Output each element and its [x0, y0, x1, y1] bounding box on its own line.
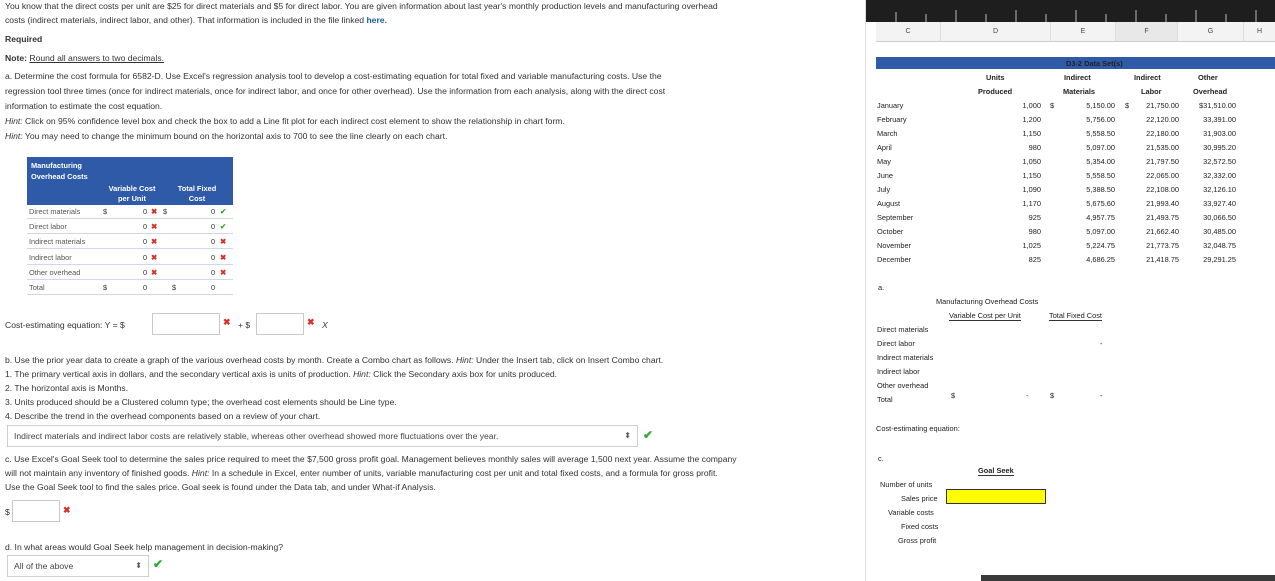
sales-price-dollar: $ [5, 507, 10, 517]
indirect-labor-cell[interactable]: 22,065.00 [1146, 171, 1179, 180]
units-cell[interactable]: 1,150 [1022, 171, 1041, 180]
row-label: Direct materials [29, 207, 81, 216]
variable-incorrect-icon: ✖ [151, 237, 158, 247]
column-h[interactable]: H [1244, 22, 1275, 42]
dash-cell[interactable]: - [1100, 391, 1103, 400]
table-row [27, 250, 233, 265]
part-c-line-1: c. Use Excel's Goal Seek tool to determine the sales price required to meet the $7,500 gross profit goal. Management believes monthly sales will average 1,500 next year. Assume the company [5, 454, 737, 464]
indirect-materials-cell[interactable]: 5,097.00 [1086, 143, 1115, 152]
currency-cell[interactable]: $ [1125, 101, 1130, 110]
goal-seek-row-label: Sales price [901, 494, 938, 503]
goal-seek-title: Goal Seek [978, 466, 1014, 475]
units-cell[interactable]: 825 [1028, 255, 1041, 264]
other-overhead-cell[interactable]: 32,126.10 [1203, 185, 1236, 194]
data-file-link[interactable]: here. [366, 15, 387, 25]
indirect-labor-cell[interactable]: 21,493.75 [1146, 213, 1179, 222]
header-produced: Produced [978, 87, 1013, 96]
units-cell[interactable]: 1,090 [1022, 185, 1041, 194]
units-cell[interactable]: 980 [1028, 227, 1041, 236]
table-row [27, 204, 233, 219]
goal-seek-row-label: Fixed costs [901, 522, 939, 531]
part-d-question: d. In what areas would Goal Seek help management in decision-making? [5, 542, 284, 552]
section-a-label: a. [878, 283, 885, 292]
moc-row-label: Total [877, 395, 893, 404]
fixed-incorrect-icon: ✖ [220, 252, 227, 262]
section-c-label: c. [878, 454, 884, 463]
column-d[interactable]: D [941, 22, 1051, 42]
month-cell[interactable]: December [877, 255, 912, 264]
column-e[interactable]: E [1051, 22, 1116, 42]
fixed-incorrect-icon: ✖ [220, 267, 227, 277]
required-heading: Required [5, 34, 43, 44]
month-cell[interactable]: March [877, 129, 898, 138]
variable-cost-value[interactable]: 0 [143, 207, 148, 216]
indirect-labor-cell[interactable]: 21,418.75 [1146, 255, 1179, 264]
indirect-materials-cell[interactable]: 5,558.50 [1086, 171, 1115, 180]
currency-symbol: $ [163, 207, 168, 216]
fixed-cost-value[interactable]: 0 [211, 207, 216, 216]
month-cell[interactable]: July [877, 185, 891, 194]
month-cell[interactable]: September [877, 213, 914, 222]
other-overhead-cell[interactable]: 31,903.00 [1203, 129, 1236, 138]
trend-dropdown[interactable]: Indirect materials and indirect labor costs are relatively stable, whereas other overhead showed more fluctuations over the year. ⬍ [7, 425, 638, 447]
currency-symbol: $ [103, 283, 108, 292]
equation-plus: + $ [238, 320, 251, 330]
month-cell[interactable]: October [877, 227, 904, 236]
table-row [27, 234, 233, 249]
goal-seek-row-label: Gross profit [898, 536, 937, 545]
units-cell[interactable]: 1,170 [1022, 199, 1041, 208]
other-overhead-cell[interactable]: 30,995.20 [1203, 143, 1236, 152]
header-indirect-2: Indirect [1134, 73, 1161, 82]
other-overhead-cell[interactable]: $31,510.00 [1199, 101, 1236, 110]
fixed-correct-icon: ✔ [220, 222, 227, 232]
units-cell[interactable]: 925 [1028, 213, 1041, 222]
moc-row-label: Indirect labor [877, 367, 920, 376]
row-label: Indirect materials [29, 237, 86, 247]
part-a-line-2: regression tool three times (once for indirect materials, once for indirect labor, and once for other overhead). Use the information from each analysis, along with the direct cost [5, 86, 666, 96]
month-cell[interactable]: January [877, 101, 904, 110]
intro-line-2: costs (indirect materials, indirect labor, and other). That information is included in the file linked here. [5, 15, 387, 25]
part-b-line-3: 2. The horizontal axis is Months. [5, 383, 129, 393]
variable-incorrect-icon: ✖ [151, 207, 158, 216]
sales-price-input[interactable] [12, 500, 60, 522]
indirect-materials-cell[interactable]: 4,686.25 [1086, 255, 1115, 264]
goal-seek-row-label: Number of units [880, 480, 933, 489]
dropdown-arrows-icon: ⬍ [135, 561, 142, 570]
month-cell[interactable]: August [877, 199, 901, 208]
moc-row-label: Indirect materials [877, 353, 934, 362]
variable-cost-value[interactable]: 0 [143, 267, 148, 277]
indirect-materials-cell[interactable]: 5,756.00 [1086, 115, 1115, 124]
equation-label: Cost-estimating equation: Y = $ [5, 320, 125, 330]
data-set-title: D3-2 Data Set(s) [1066, 59, 1123, 68]
indirect-labor-cell[interactable]: 21,773.75 [1146, 241, 1179, 250]
part-a-line-3: information to estimate the cost equation. [5, 101, 163, 111]
month-cell[interactable]: November [877, 241, 912, 250]
indirect-labor-cell[interactable]: 21,797.50 [1146, 157, 1179, 166]
table-row [27, 280, 233, 295]
column-f[interactable]: F [1116, 22, 1178, 42]
variable-incorrect-icon: ✖ [151, 222, 158, 232]
header-overhead: Overhead [1193, 87, 1228, 96]
column-c[interactable]: C [876, 22, 941, 42]
other-overhead-cell[interactable]: 30,066.50 [1203, 213, 1236, 222]
variable-incorrect-icon: ✖ [151, 267, 158, 277]
table-header-title: Manufacturing Overhead Costs [31, 161, 88, 181]
header-other: Other [1198, 73, 1218, 82]
ruler-bar [866, 0, 1275, 22]
other-overhead-cell[interactable]: 32,572.50 [1203, 157, 1236, 166]
dash-cell[interactable]: - [1100, 339, 1103, 348]
other-overhead-cell[interactable]: 32,048.75 [1203, 241, 1236, 250]
note: Note: Round all answers to two decimals. [5, 53, 165, 63]
indirect-labor-cell[interactable]: 21,993.40 [1146, 199, 1179, 208]
other-overhead-cell[interactable]: 33,391.00 [1203, 115, 1236, 124]
part-a-hint-1: Hint: Click on 95% confidence level box and check the box to add a Line fit plot for each indirect cost element to show the relationship in chart form. [5, 116, 565, 126]
indirect-materials-cell[interactable]: 5,097.00 [1086, 227, 1115, 236]
col-variable-cost: Variable Cost per Unit [108, 184, 156, 203]
other-overhead-cell[interactable]: 32,332.00 [1203, 171, 1236, 180]
other-overhead-cell[interactable]: 33,927.40 [1203, 199, 1236, 208]
variable-cost-value[interactable]: 0 [143, 237, 148, 247]
dash-cell[interactable]: - [1026, 391, 1029, 400]
units-cell[interactable]: 1,025 [1022, 241, 1041, 250]
indirect-materials-cell[interactable]: 5,224.75 [1086, 241, 1115, 250]
excel-worksheet[interactable] [865, 0, 1275, 581]
moc-variable-header: Variable Cost per Unit [949, 311, 1021, 320]
currency-cell[interactable]: $ [1050, 391, 1055, 400]
units-cell[interactable]: 1,050 [1022, 157, 1041, 166]
part-a-hint-2: Hint: You may need to change the minimum bound on the horizontal axis to 700 to see the line clearly on each chart. [5, 131, 448, 141]
part-b-line-4: 3. Units produced should be a Clustered column type; the overhead cost elements should be Line type. [5, 397, 397, 407]
indirect-labor-cell[interactable]: 21,662.40 [1146, 227, 1179, 236]
indirect-materials-cell[interactable]: 5,354.00 [1086, 157, 1115, 166]
currency-cell[interactable]: $ [951, 391, 956, 400]
dropdown-arrows-icon: ⬍ [624, 431, 631, 440]
moc-fixed-header: Total Fixed Cost [1049, 311, 1102, 320]
column-g[interactable]: G [1178, 22, 1244, 42]
indirect-labor-cell[interactable]: 22,108.00 [1146, 185, 1179, 194]
fixed-cost-value[interactable]: 0 [211, 267, 216, 277]
sales-price-incorrect-icon: ✖ [63, 505, 71, 515]
indirect-materials-cell[interactable]: 4,957.75 [1086, 213, 1115, 222]
indirect-labor-cell[interactable]: 22,120.00 [1146, 115, 1179, 124]
variable-incorrect-icon: ✖ [151, 252, 158, 262]
currency-symbol: $ [103, 207, 108, 216]
variable-cost-value[interactable]: 0 [143, 283, 148, 292]
ruler-ticks [866, 0, 1275, 22]
part-b-line-5: 4. Describe the trend in the overhead components based on a review of your chart. [5, 411, 321, 421]
units-cell[interactable]: 1,000 [1022, 101, 1041, 110]
part-a-line-1: a. Determine the cost formula for 6582-D. Use Excel's regression analysis tool to develop a cost-estimating equation for total fixed and variable manufacturing costs. Use the [5, 71, 662, 81]
sheet-scrollbar[interactable] [981, 575, 1275, 581]
row-label: Indirect labor [29, 252, 72, 262]
intro-line-1: You know that the direct costs per unit are $25 for direct materials and $5 for direct labor. You are given information about last year's monthly production levels and manufacturing overhead [5, 1, 718, 11]
part-c-line-2: will not maintain any inventory of finished goods. Hint: In a schedule in Excel, enter number of units, variable manufacturing cost per unit and total fixed costs, and a formula for gross profit. [5, 468, 718, 478]
part-b-line-1: b. Use the prior year data to create a graph of the various overhead costs by month. Create a Combo chart as follows. Hint: Under the Insert tab, click on Insert Combo chart. [5, 355, 664, 365]
fixed-cost-value[interactable]: 0 [211, 222, 216, 232]
part-c-line-3: Use the Goal Seek tool to find the sales price. Goal seek is found under the Data tab, and under What-if Analysis. [5, 482, 436, 492]
header-indirect-1: Indirect [1064, 73, 1091, 82]
indirect-materials-cell[interactable]: 5,675.60 [1086, 199, 1115, 208]
indirect-labor-cell[interactable]: 22,180.00 [1146, 129, 1179, 138]
variable-cost-incorrect-icon: ✖ [307, 317, 315, 327]
other-overhead-cell[interactable]: 30,485.00 [1203, 227, 1236, 236]
row-label: Other overhead [29, 267, 81, 277]
variable-cost-value[interactable]: 0 [143, 252, 148, 262]
month-cell[interactable]: February [877, 115, 907, 124]
units-cell[interactable]: 1,150 [1022, 129, 1041, 138]
goal-seek-correct-icon: ✔ [153, 557, 164, 571]
row-label: Direct labor [29, 222, 67, 232]
goal-seek-dropdown[interactable]: All of the above ⬍ [7, 555, 149, 577]
goal-seek-row-label: Variable costs [888, 508, 934, 517]
fixed-cost-input[interactable] [152, 313, 220, 335]
moc-title: Manufacturing Overhead Costs [936, 297, 1039, 306]
month-cell[interactable]: April [877, 143, 892, 152]
moc-row-label: Other overhead [877, 381, 929, 390]
other-overhead-cell[interactable]: 29,291.25 [1203, 255, 1236, 264]
month-cell[interactable]: May [877, 157, 891, 166]
header-labor: Labor [1141, 87, 1162, 96]
trend-correct-icon: ✔ [643, 428, 654, 442]
units-cell[interactable]: 980 [1028, 143, 1041, 152]
indirect-materials-cell[interactable]: 5,388.50 [1086, 185, 1115, 194]
indirect-materials-cell[interactable]: 5,558.50 [1086, 129, 1115, 138]
moc-row-label: Direct labor [877, 339, 915, 348]
col-total-fixed-cost: Total Fixed Cost [177, 184, 217, 203]
moc-row-label: Direct materials [877, 325, 929, 334]
currency-symbol: $ [172, 283, 177, 292]
indirect-materials-cell[interactable]: 5,150.00 [1086, 101, 1115, 110]
month-cell[interactable]: June [877, 171, 894, 180]
table-row [27, 219, 233, 234]
part-b-line-2: 1. The primary vertical axis in dollars, and the secondary vertical axis is units of production. Hint: Click the Secondary axis box for units produced. [5, 369, 558, 379]
fixed-cost-value[interactable]: 0 [211, 252, 216, 262]
header-units: Units [986, 73, 1005, 82]
fixed-cost-value[interactable]: 0 [211, 237, 216, 247]
sales-price-cell[interactable] [946, 489, 1046, 504]
cost-equation-label: Cost-estimating equation: [876, 424, 960, 433]
fixed-correct-icon: ✔ [220, 207, 227, 216]
row-label: Total [29, 283, 45, 292]
fixed-incorrect-icon: ✖ [220, 237, 227, 247]
currency-cell[interactable]: $ [1050, 101, 1055, 110]
indirect-labor-cell[interactable]: 21,750.00 [1146, 101, 1179, 110]
variable-cost-value[interactable]: 0 [143, 222, 148, 232]
equation-x: X [322, 320, 328, 330]
fixed-cost-value[interactable]: 0 [211, 283, 216, 292]
fixed-cost-incorrect-icon: ✖ [223, 317, 231, 327]
indirect-labor-cell[interactable]: 21,535.00 [1146, 143, 1179, 152]
units-cell[interactable]: 1,200 [1022, 115, 1041, 124]
table-row [27, 265, 233, 280]
variable-cost-input[interactable] [256, 313, 304, 335]
header-materials: Materials [1063, 87, 1096, 96]
